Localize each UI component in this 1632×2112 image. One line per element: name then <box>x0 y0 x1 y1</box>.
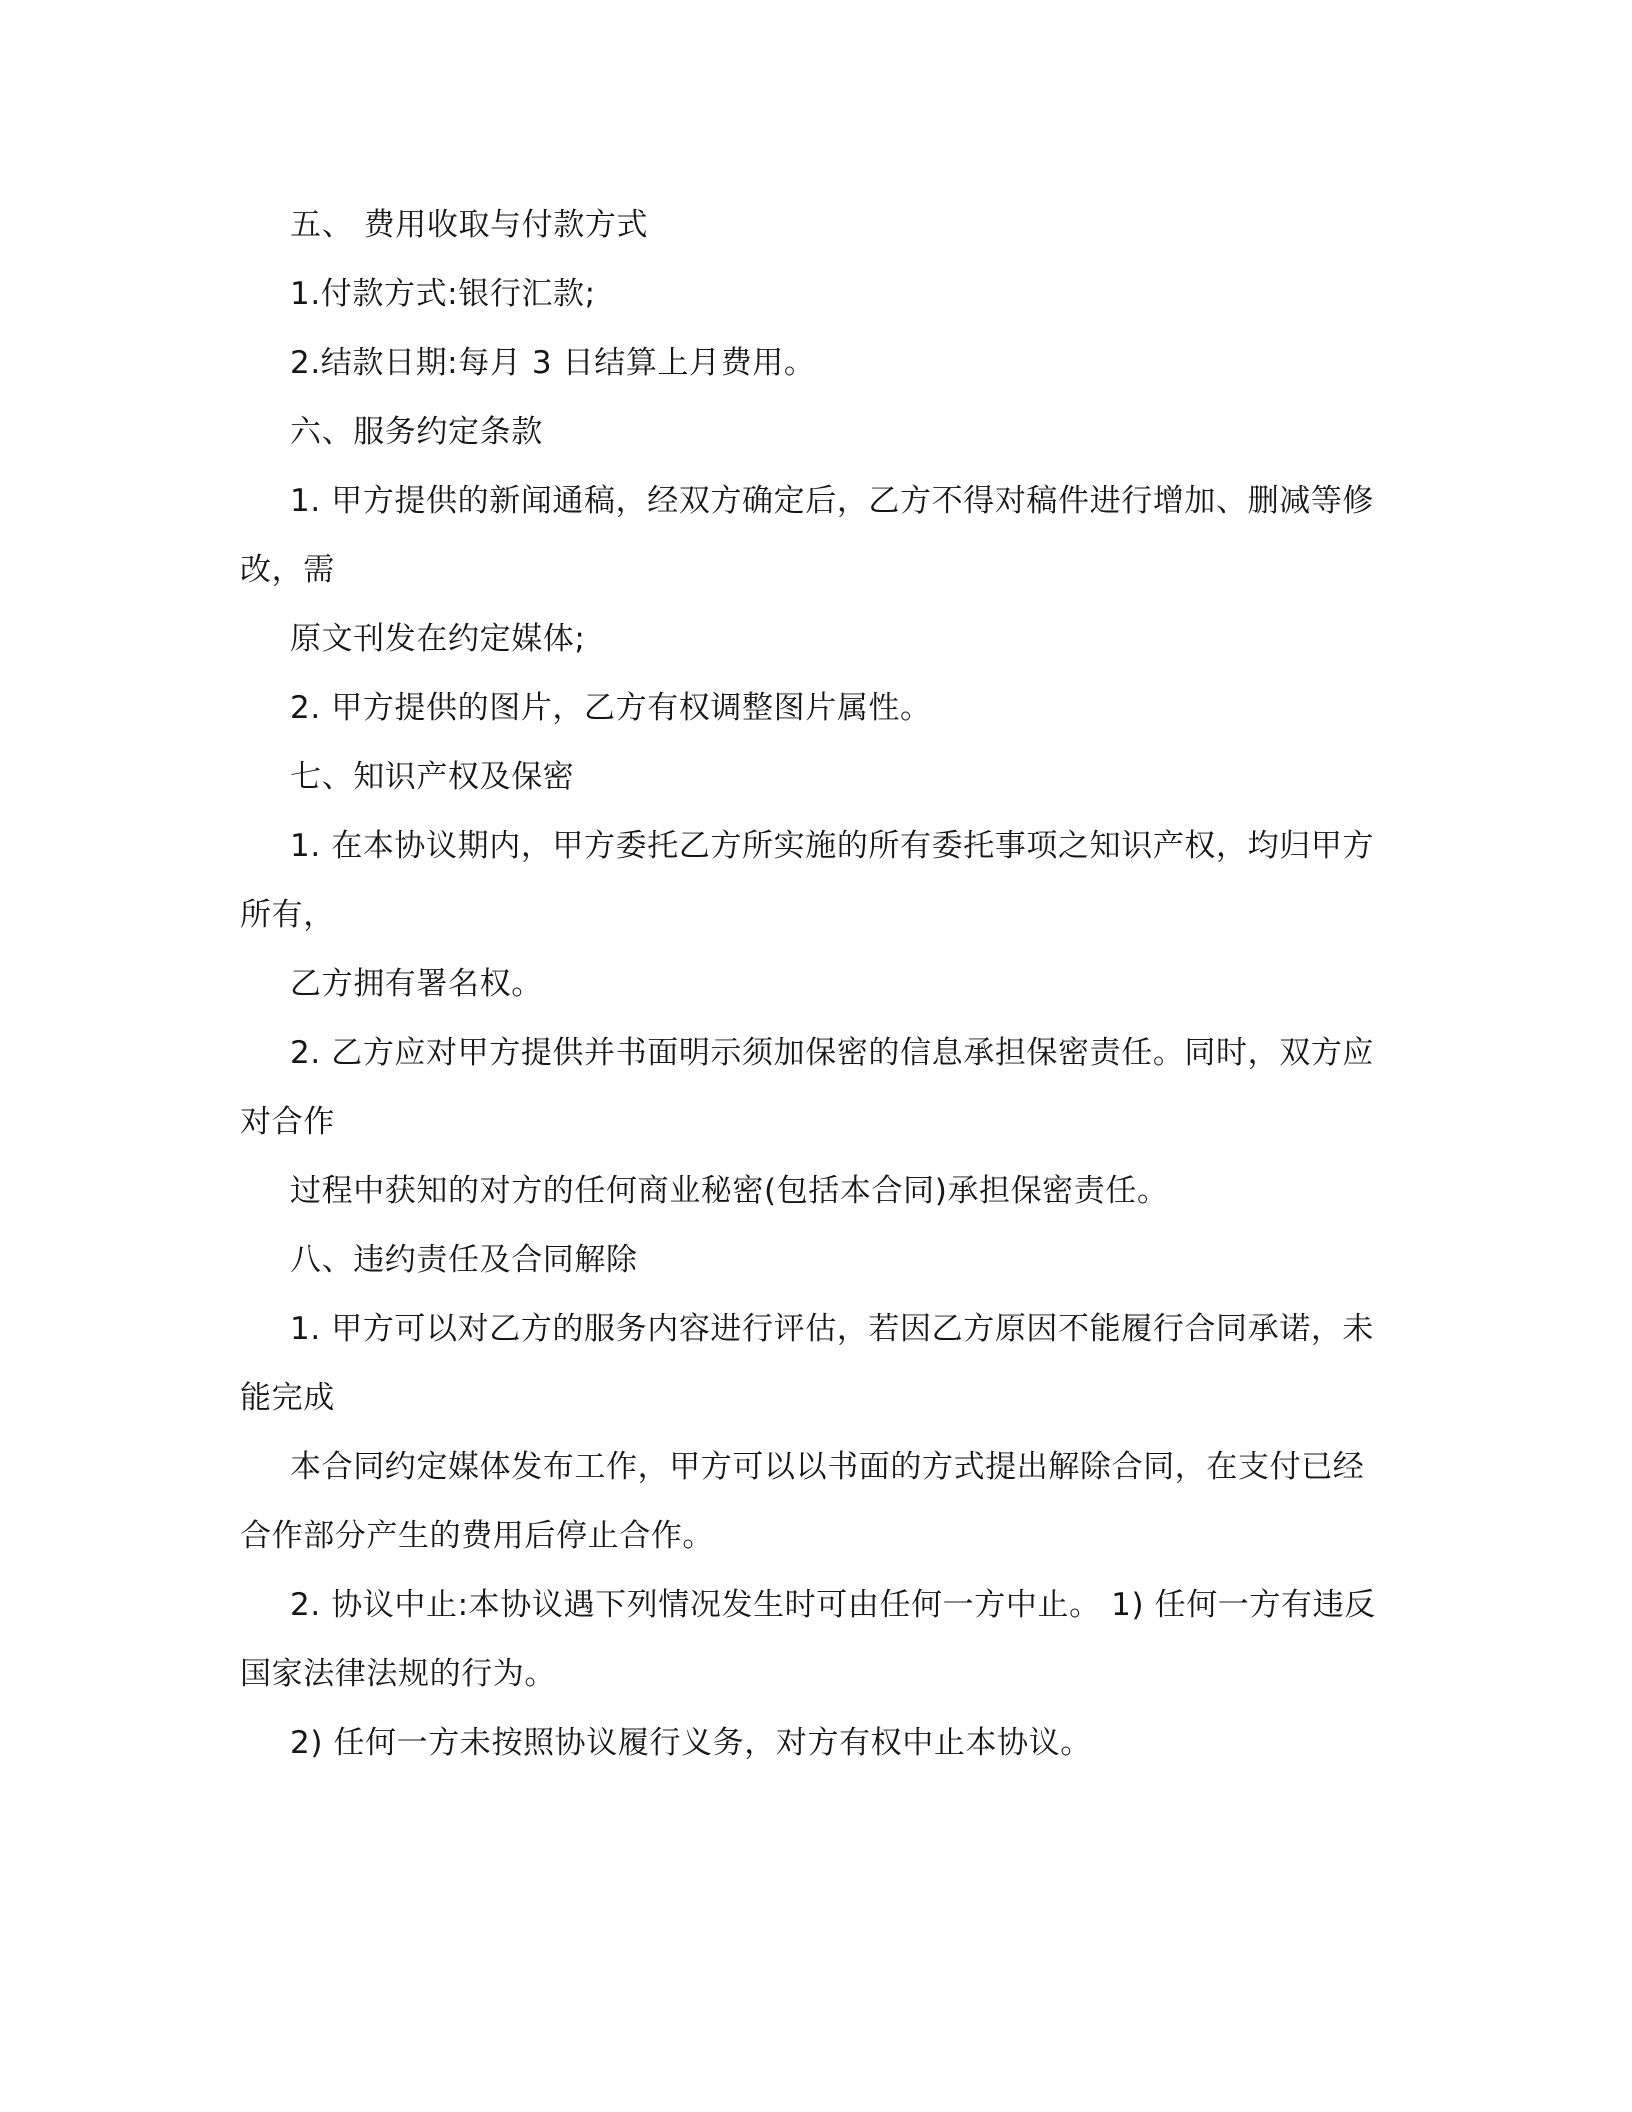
paragraph-line: 2. 乙方应对甲方提供并书面明示须加保密的信息承担保密责任。同时，双方应 <box>290 1035 1375 1071</box>
paragraph-line: 原文刊发在约定媒体; <box>290 621 586 657</box>
paragraph-line: 1. 甲方提供的新闻通稿，经双方确定后，乙方不得对稿件进行增加、删减等修 <box>290 483 1375 519</box>
paragraph-line: 2. 协议中止:本协议遇下列情况发生时可由任何一方中止。 1) 任何一方有违反 <box>290 1587 1376 1623</box>
paragraph-line: 2. 甲方提供的图片，乙方有权调整图片属性。 <box>290 690 932 726</box>
paragraph-line: 1. 甲方可以对乙方的服务内容进行评估，若因乙方原因不能履行合同承诺，未 <box>290 1311 1375 1347</box>
paragraph-line: 国家法律法规的行为。 <box>240 1656 556 1692</box>
paragraph-line: 本合同约定媒体发布工作，甲方可以以书面的方式提出解除合同，在支付已经 <box>290 1449 1365 1485</box>
paragraph-line: 1. 在本协议期内，甲方委托乙方所实施的所有委托事项之知识产权，均归甲方 <box>290 828 1375 864</box>
paragraph-line: 对合作 <box>240 1104 335 1140</box>
paragraph-line: 2.结款日期:每月 3 日结算上月费用。 <box>290 345 816 381</box>
paragraph-line: 乙方拥有署名权。 <box>290 966 543 1002</box>
paragraph-line: 改，需 <box>240 552 335 588</box>
paragraph-line: 过程中获知的对方的任何商业秘密(包括本合同)承担保密责任。 <box>290 1173 1169 1209</box>
section-heading-8: 八、违约责任及合同解除 <box>290 1242 638 1278</box>
section-heading-6: 六、服务约定条款 <box>290 414 543 450</box>
paragraph-line: 2) 任何一方未按照协议履行义务，对方有权中止本协议。 <box>290 1725 1092 1761</box>
paragraph-line: 1.付款方式:银行汇款; <box>290 276 596 312</box>
paragraph-line: 能完成 <box>240 1380 335 1416</box>
paragraph-line: 所有， <box>240 897 335 933</box>
section-heading-7: 七、知识产权及保密 <box>290 759 575 795</box>
paragraph-line: 合作部分产生的费用后停止合作。 <box>240 1518 714 1554</box>
section-heading-5: 五、 费用收取与付款方式 <box>290 207 649 243</box>
